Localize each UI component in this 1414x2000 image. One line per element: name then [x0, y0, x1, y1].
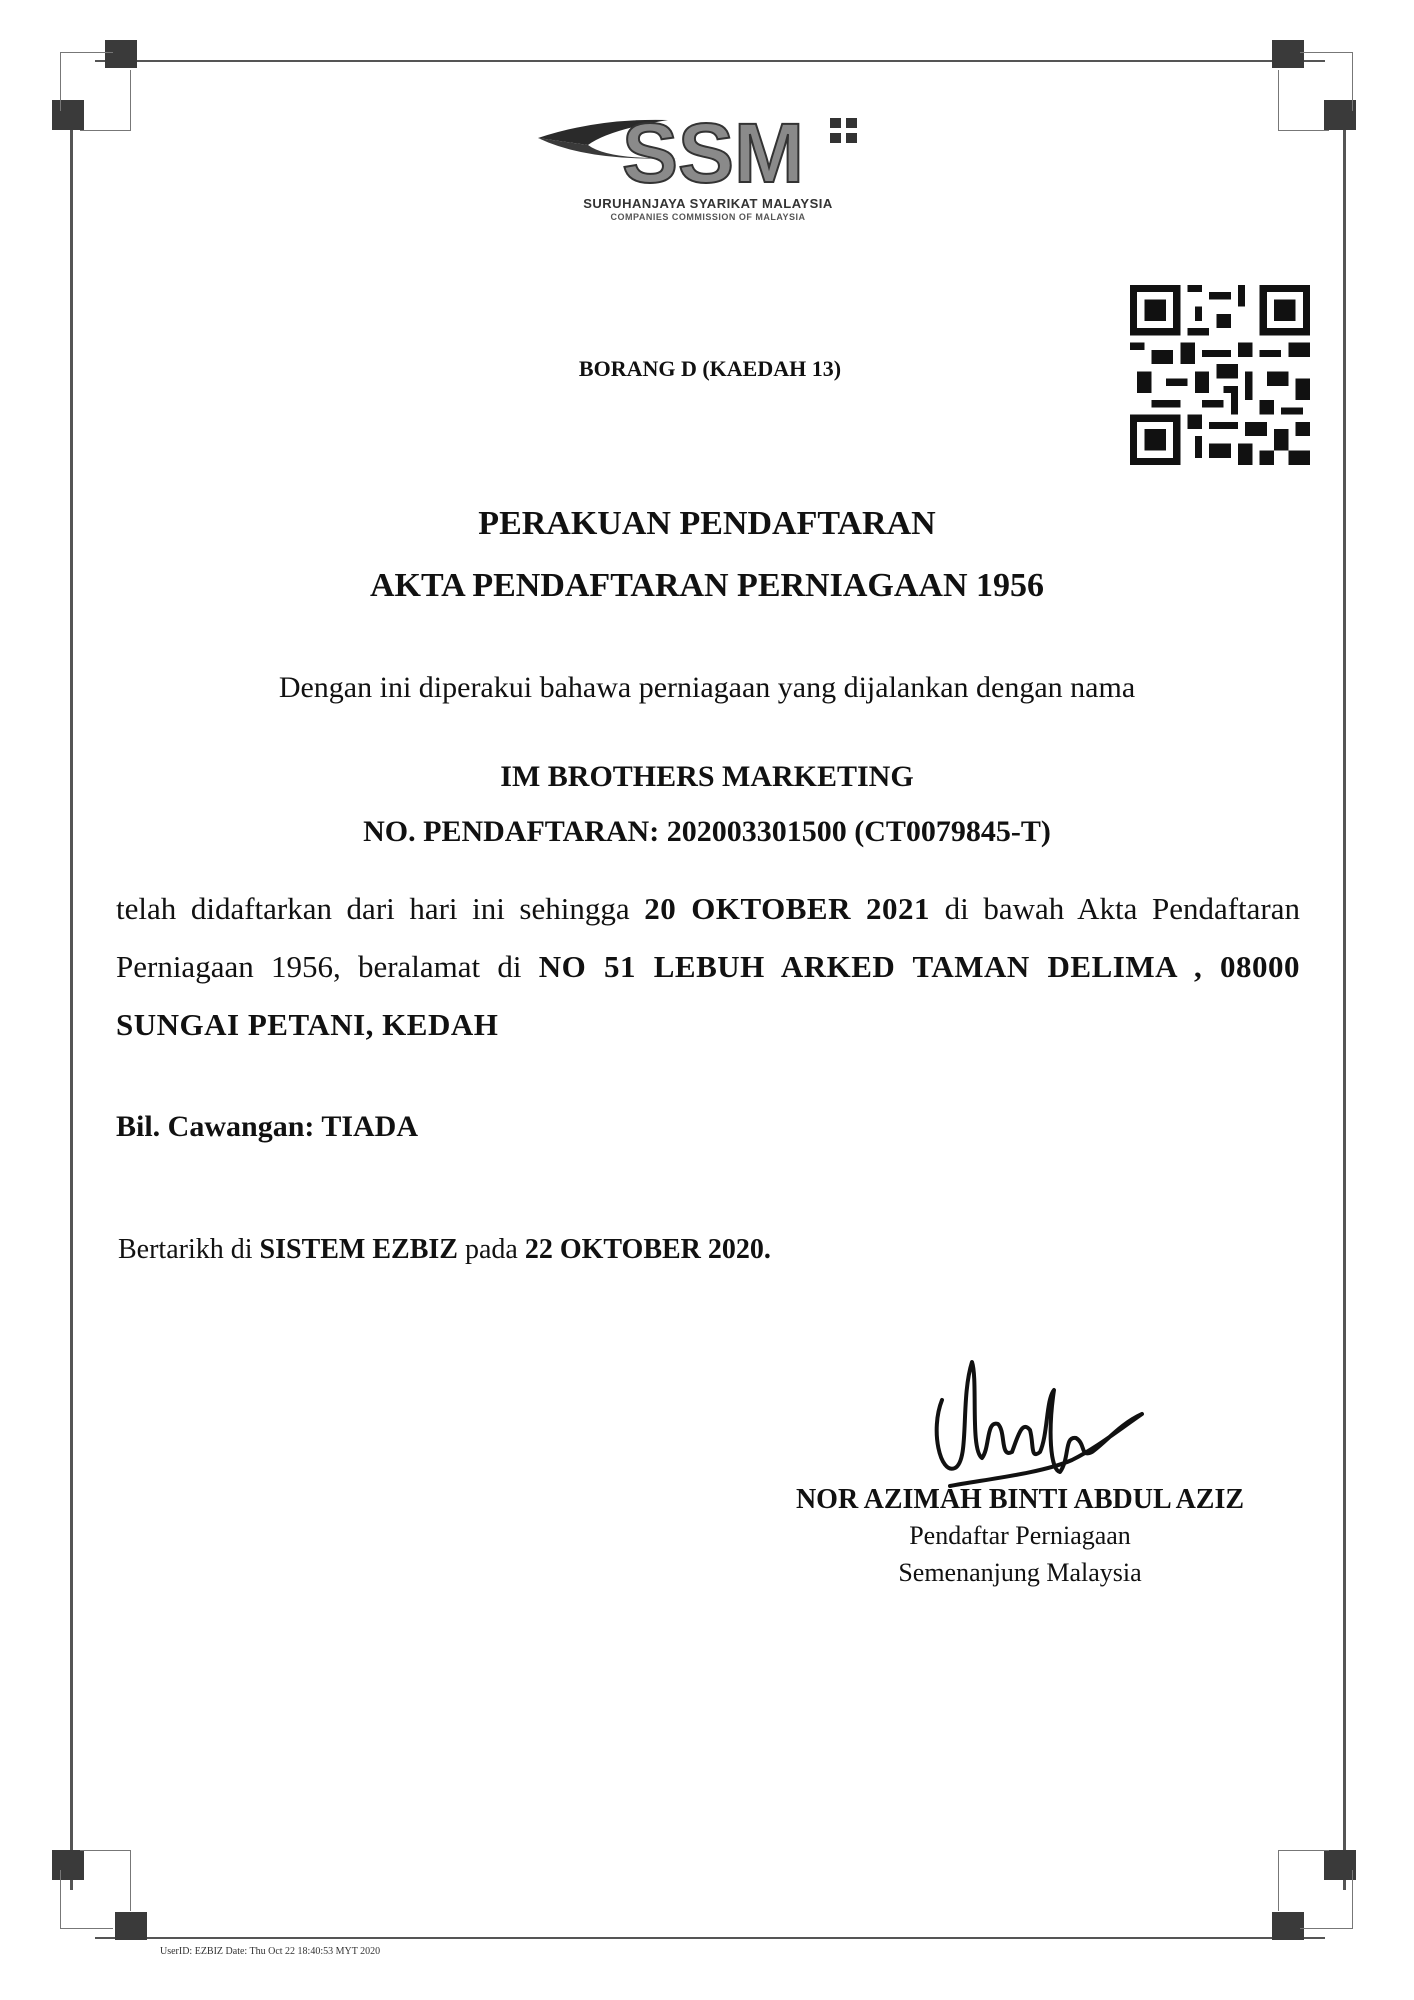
qr-code — [1130, 285, 1310, 465]
org-name-english: COMPANIES COMMISSION OF MALAYSIA — [610, 212, 806, 222]
frame-bottom — [95, 1937, 1325, 1939]
statement-text-2: di bawah Akta Pendaftaran Perniagaan 1956, beralamat di — [116, 891, 1300, 984]
corner-ornament-bottom-left — [50, 1850, 140, 1940]
signer-name: NOR AZIMAH BINTI ABDUL AZIZ — [795, 1484, 1245, 1515]
intro-text: Dengan ini diperakui bahawa perniagaan yang dijalankan dengan nama — [278, 671, 1136, 704]
logo-text: SSM — [621, 106, 805, 200]
signer-title: Pendaftar Perniagaan — [909, 1521, 1131, 1550]
statement-text-1: telah didaftarkan dari hari ini sehingga — [116, 891, 645, 926]
corner-ornament-top-left — [50, 40, 140, 130]
registration-statement — [116, 880, 1300, 1054]
expiry-date: 20 OKTOBER 2021 — [644, 891, 931, 926]
corner-ornament-bottom-right — [1272, 1850, 1362, 1940]
dated-line — [118, 1234, 771, 1266]
registration-number: NO. PENDAFTARAN: 202003301500 (CT0079845-T) — [363, 815, 1051, 848]
org-name-malay: SURUHANJAYA SYARIKAT MALAYSIA — [583, 196, 833, 211]
branch-count: Bil. Cawangan: TIADA — [116, 1110, 419, 1143]
issue-date: 22 OKTOBER 2020. — [524, 1234, 771, 1265]
certificate-title: PERAKUAN PENDAFTARAN — [478, 505, 936, 542]
business-name: IM BROTHERS MARKETING — [500, 760, 914, 793]
business-address: NO 51 LEBUH ARKED TAMAN DELIMA , 08000 SUNGAI PETANI, KEDAH — [116, 949, 1300, 1042]
issuing-system: SISTEM EZBIZ — [259, 1234, 458, 1265]
corner-ornament-top-right — [1272, 40, 1362, 130]
signer-region: Semenanjung Malaysia — [898, 1558, 1142, 1587]
act-title: AKTA PENDAFTARAN PERNIAGAAN 1956 — [369, 567, 1045, 604]
frame-right — [1343, 110, 1346, 1890]
frame-top — [95, 60, 1325, 62]
frame-left — [70, 110, 73, 1890]
signature — [920, 1340, 1160, 1490]
dated-prefix: Bertarikh di — [118, 1234, 260, 1265]
footer-user-date: UserID: EZBIZ Date: Thu Oct 22 18:40:53 MYT 2020 — [160, 1946, 381, 1957]
form-code: BORANG D (KAEDAH 13) — [578, 356, 842, 381]
dated-mid: pada — [457, 1234, 525, 1265]
